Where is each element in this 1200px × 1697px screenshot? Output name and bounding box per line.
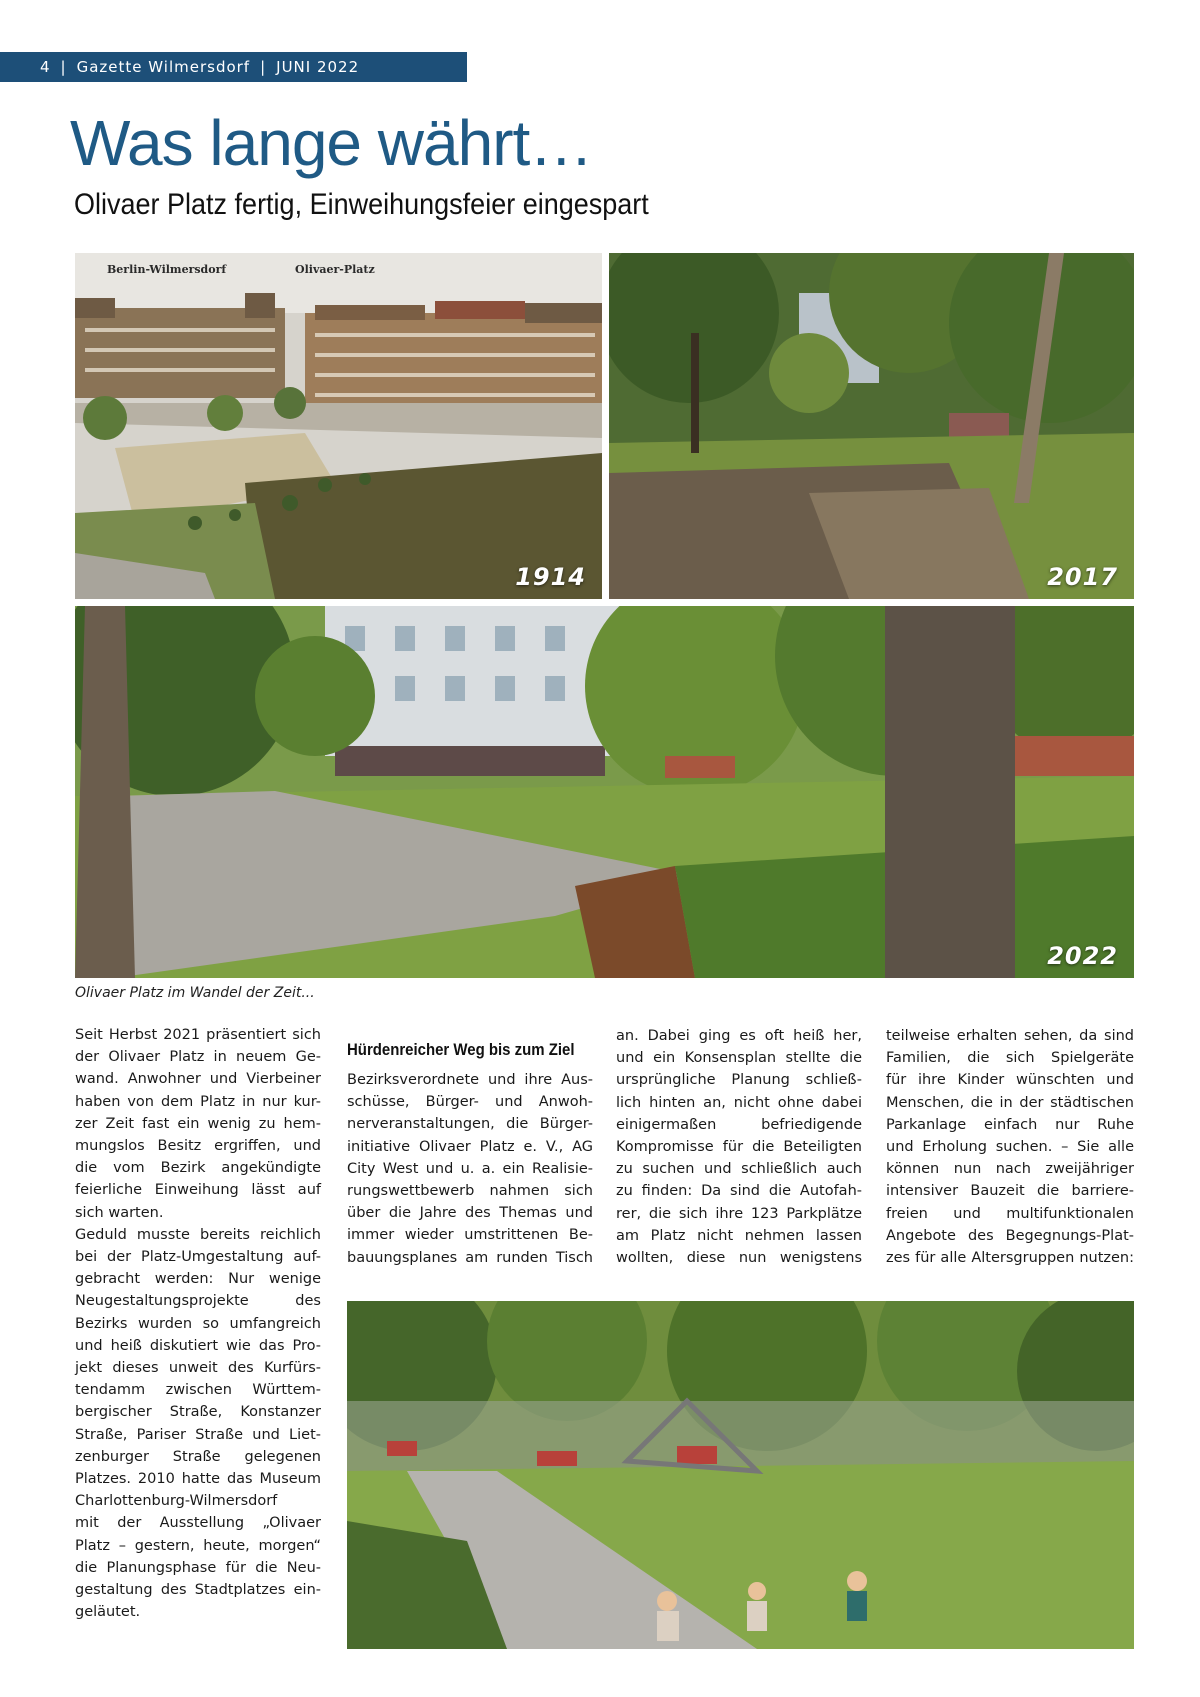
text-line: zu finden: Da sind die Autofah-	[616, 1183, 862, 1200]
photo-year-label: 2022	[1047, 942, 1118, 970]
header-separator: |	[260, 58, 267, 76]
text-line: teilweise erhalten sehen, da sind	[886, 1028, 1134, 1044]
text-line: ursprüngliche Planung schließ-	[616, 1072, 862, 1089]
text-line: zer Zeit fast ein wenig zu hem-	[75, 1115, 321, 1132]
text-line: bauungsplanes am runden Tisch	[347, 1249, 593, 1266]
text-line: wand. Anwohner und Vierbeiner	[75, 1071, 321, 1088]
text-line: können nun nach zweijähriger	[886, 1161, 1134, 1178]
page-number: 4	[40, 58, 51, 76]
text-line: jekt dieses unweit des Kurfürs-	[75, 1360, 321, 1377]
text-line: haben von dem Platz in nur kur-	[75, 1093, 321, 1110]
text-line: mit der Ausstellung „Olivaer	[75, 1515, 321, 1532]
photo-1914-postcard	[75, 253, 602, 599]
text-line: wollten, diese nun wenigstens	[616, 1250, 862, 1267]
text-line: feierliche Einweihung lässt auf	[75, 1182, 321, 1199]
text-line: zes für alle Altersgruppen nutzen:	[886, 1250, 1134, 1267]
article-column-4	[886, 1025, 1134, 1269]
text-line: Bezirksverordnete und ihre Aus-	[347, 1072, 593, 1088]
text-line: und Erholung suchen. – Sie alle	[886, 1139, 1134, 1156]
publication-name: Gazette Wilmersdorf	[76, 58, 251, 76]
article-column-2	[347, 1069, 593, 1269]
text-line: Straße, Pariser Straße und Liet-	[75, 1426, 321, 1443]
photo-playground	[347, 1301, 1134, 1649]
text-line: Platzes. 2010 hatte das Museum	[75, 1471, 321, 1488]
text-line: Platz – gestern, heute, morgen“	[75, 1537, 321, 1554]
text-line: Familien, die sich Spielgeräte	[886, 1050, 1134, 1067]
text-line: Menschen, die in der städtischen	[886, 1094, 1134, 1111]
page-header-bar	[0, 52, 467, 82]
section-heading: Hürdenreicher Weg bis zum Ziel	[347, 1040, 575, 1059]
text-line: gebracht werden: Nur wenige	[75, 1271, 321, 1288]
text-line: Angebote des Begegnungs-Plat-	[886, 1227, 1134, 1244]
text-line: mungslos Besitz ergriffen, und	[75, 1138, 321, 1155]
text-line: Geduld musste bereits reichlich	[75, 1226, 321, 1243]
article-column-3	[616, 1025, 862, 1269]
text-line: über die Jahre des Themas und	[347, 1205, 593, 1222]
text-line: schüsse, Bürger- und Anwoh-	[347, 1094, 593, 1111]
postcard-label-left: Berlin-Wilmersdorf	[107, 263, 227, 276]
text-line: zenburger Straße gelegenen	[75, 1448, 321, 1465]
text-line: Charlottenburg-Wilmersdorf	[75, 1493, 278, 1510]
text-line: Kompromisse für die Beteiligten	[616, 1139, 862, 1156]
text-line: und ein Konsensplan stellte die	[616, 1050, 862, 1067]
text-line: Parkanlage einfach nur Ruhe	[886, 1116, 1134, 1133]
photo-year-label: 1914	[515, 563, 586, 591]
text-line: einigermaßen befriedigende	[616, 1116, 862, 1133]
text-line: die Planungsphase für die Neu-	[75, 1559, 321, 1576]
article-column-1	[75, 1024, 321, 1623]
text-line: immer wieder umstrittenen Be-	[347, 1227, 593, 1244]
text-line: City West und u. a. ein Realisie-	[347, 1160, 593, 1177]
text-line: Seit Herbst 2021 präsentiert sich	[75, 1027, 321, 1043]
text-line: bergischer Straße, Konstanzer	[75, 1404, 321, 1421]
text-line: nerveranstaltungen, die Bürger-	[347, 1116, 593, 1133]
text-line: der Olivaer Platz in neuem Ge-	[75, 1049, 321, 1066]
text-line: bei der Platz-Umgestaltung auf-	[75, 1249, 321, 1266]
text-line: gestaltung des Stadtplatzes ein-	[75, 1582, 321, 1599]
text-line: die vom Bezirk angekündigte	[75, 1160, 321, 1177]
text-line: an. Dabei ging es oft heiß her,	[616, 1028, 862, 1044]
text-line: intensiver Bauzeit die barriere-	[886, 1183, 1134, 1200]
text-line: für ihre Kinder wünschten und	[886, 1072, 1134, 1089]
photo-2017-park	[609, 253, 1134, 599]
article-headline: Was lange währt…	[70, 107, 593, 179]
header-separator: |	[60, 58, 67, 76]
article-subheadline: Olivaer Platz fertig, Einweihungsfeier eingespart	[74, 188, 649, 221]
text-line: Neugestaltungsprojekte des	[75, 1293, 321, 1310]
photo-caption: Olivaer Platz im Wandel der Zeit...	[75, 985, 315, 1001]
text-line: am Platz nicht nehmen lassen	[616, 1227, 862, 1244]
text-line: tendamm zwischen Württem-	[75, 1382, 321, 1399]
text-line: und heiß diskutiert wie das Pro-	[75, 1337, 321, 1354]
text-line: sich warten.	[75, 1204, 164, 1221]
text-line: freien und multifunktionalen	[886, 1205, 1134, 1222]
text-line: Bezirks wurden so umfangreich	[75, 1315, 321, 1332]
postcard-label-right: Olivaer-Platz	[295, 263, 375, 276]
text-line: initiative Olivaer Platz e. V., AG	[347, 1138, 593, 1155]
text-line: rungswettbewerb nahmen sich	[347, 1183, 593, 1200]
issue-date: JUNI 2022	[276, 58, 360, 76]
text-line: rer, die sich ihre 123 Parkplätze	[616, 1205, 862, 1222]
text-line: geläutet.	[75, 1604, 141, 1621]
photo-year-label: 2017	[1047, 563, 1118, 591]
text-line: zu suchen und schließlich auch	[616, 1161, 862, 1178]
text-line: lich hinten an, nicht ohne dabei	[616, 1094, 862, 1111]
photo-2022-park	[75, 606, 1134, 978]
